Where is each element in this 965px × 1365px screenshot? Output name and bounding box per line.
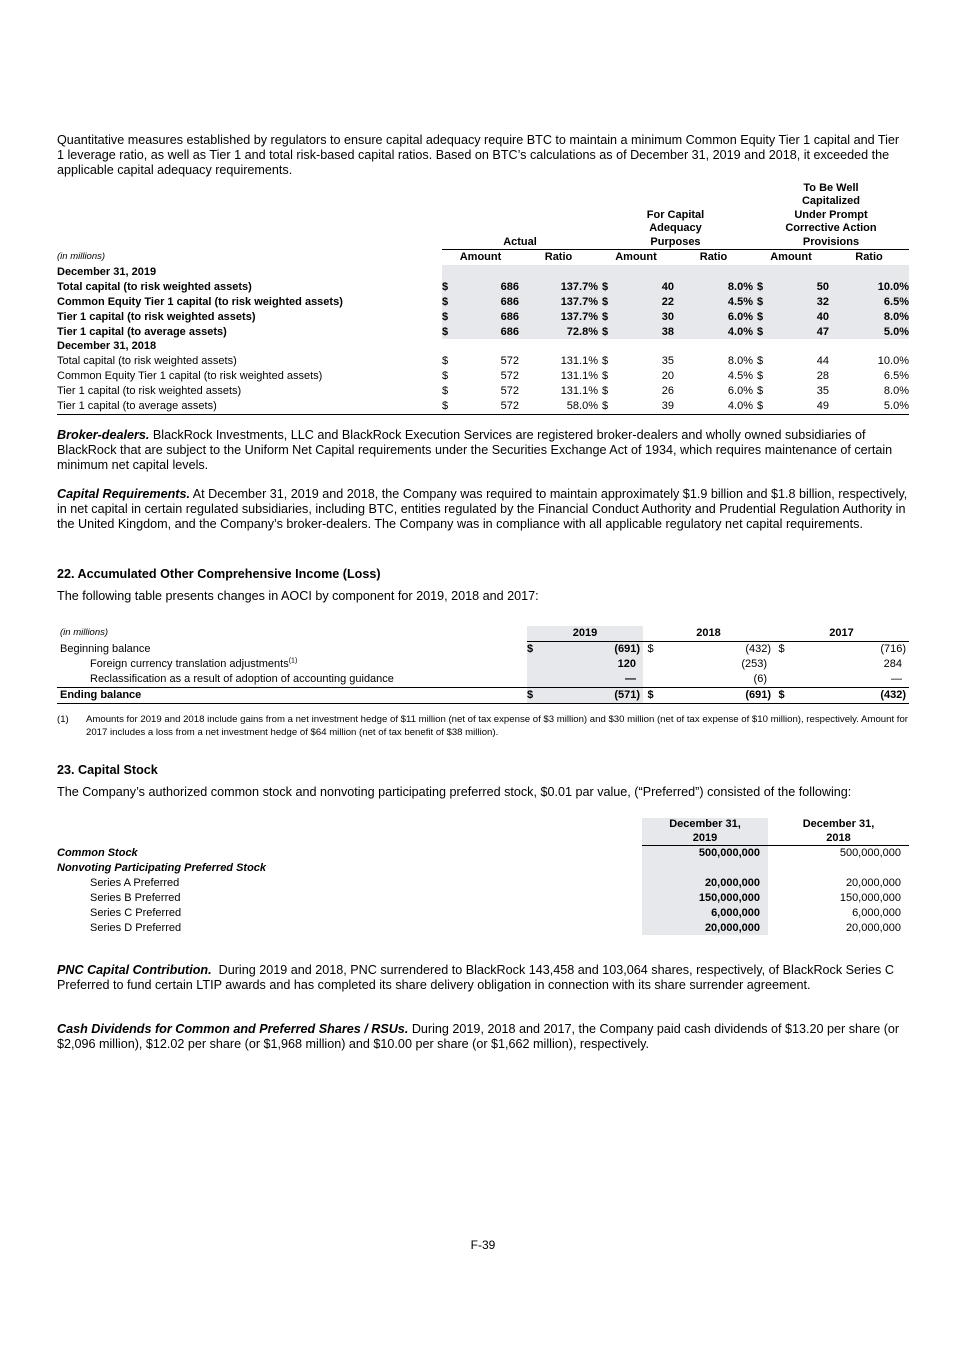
table-row: Common Stock 500,000,000 500,000,000 [57, 846, 901, 859]
broker-dealers-paragraph: Broker-dealers. BlackRock Investments, LLC and BlackRock Execution Services are registered broker-dealers and wholly owned subsidiaries of BlackRock that are subject to the Uniform Net Capital requirements under the Securities Exchange Act of 1934, which requires maintenance of certain minimum net capital levels. [57, 428, 893, 473]
table-row: Series C Preferred 6,000,000 6,000,000 [90, 906, 901, 919]
footnote: (1) Amounts for 2019 and 2018 include gains from a net investment hedge of $11 million (net of tax expense of $3 million) and $30 million (net of tax expense of $10 million), respectively. Amount for 2017 includes a loss from a net investment hedge of $64 million (net of tax benefit of $38 million). [57, 714, 908, 738]
table-row: Common Equity Tier 1 capital (to risk weighted assets) $ 572 131.1% $ 20 4.5% $ 28 6.5% [57, 370, 909, 383]
table-row: Total capital (to risk weighted assets) $ 686 137.7% $ 40 8.0% $ 50 10.0% [57, 280, 909, 293]
table-row: Tier 1 capital (to risk weighted assets) $ 686 137.7% $ 30 6.0% $ 40 8.0% [57, 310, 909, 323]
col-header-2018: December 31, 2018 [768, 818, 909, 846]
group-header-actual: Actual [503, 235, 537, 248]
table-row: Tier 1 capital (to risk weighted assets) $ 572 131.1% $ 26 6.0% $ 35 8.0% [57, 385, 909, 398]
group-header-well-capitalized: To Be Well Capitalized Under Prompt Corrective Action Provisions [785, 182, 877, 248]
capital-stock-table [57, 818, 909, 935]
col-header-ratio: Ratio [829, 250, 909, 265]
col-header-amount: Amount [442, 250, 519, 265]
pnc-capital-paragraph: PNC Capital Contribution. During 2019 and 2018, PNC surrendered to BlackRock 143,458 and 103,064 shares, respectively, of BlackRock Series C Preferred to fund certain LTIP awards and has completed its share delivery obligation in connection with its share surrender agreement. [57, 963, 898, 993]
section-22-title: 22. Accumulated Other Comprehensive Income (Loss) [57, 567, 381, 581]
year-label: December 31, 2019 [57, 265, 157, 278]
col-header-ratio: Ratio [674, 250, 753, 265]
col-header-amount: Amount [753, 250, 829, 265]
intro-paragraph: Quantitative measures established by regulators to ensure capital adequacy require BTC to maintain a minimum Common Equity Tier 1 capital and Tier 1 leverage ratio, as well as Tier 1 and total risk-based capital ratios. Based on BTC’s calculations as of December 31, 2019 and 2018, it exceeded the applicable capital adequacy requirements. [57, 133, 900, 178]
units-label: (in millions) [57, 250, 106, 262]
col-header-2019: December 31, 2019 [642, 818, 768, 846]
cash-dividends-paragraph: Cash Dividends for Common and Preferred Shares / RSUs. During 2019, 2018 and 2017, the Company paid cash dividends of $13.20 per share (or $2,096 million), $12.02 per share (or $1,968 million) and $10.00 per share (or $1,662 million), respectively. [57, 1022, 900, 1052]
capital-adequacy-table [57, 182, 909, 415]
section-23-intro: The Company’s authorized common stock and nonvoting participating preferred stock, $0.01 par value, (“Preferred”) consisted of the following: [57, 785, 852, 799]
col-header-2017: 2017 [774, 626, 909, 641]
aoci-table [57, 626, 909, 704]
table-row: Series D Preferred 20,000,000 20,000,000 [90, 921, 901, 934]
section-23-title: 23. Capital Stock [57, 763, 158, 777]
table-row: Common Equity Tier 1 capital (to risk weighted assets) $ 686 137.7% $ 22 4.5% $ 32 6.5% [57, 295, 909, 308]
capital-requirements-paragraph: Capital Requirements. At December 31, 2019 and 2018, the Company was required to maintain approximately $1.9 billion and $1.8 billion, respectively, in net capital in certain regulated subsidiaries, including BTC, entities regulated by the Financial Conduct Authority and Prudential Regulation Authority in the United Kingdom, and the Company’s broker-dealers. The Company was in compliance with all applicable regulatory net capital requirements. [57, 487, 908, 532]
col-header-2019: 2019 [527, 626, 643, 641]
table-row-total: Ending balance $ (571) $ (691) $ (432) [57, 687, 909, 703]
table-row: Series A Preferred 20,000,000 20,000,000 [90, 876, 901, 889]
group-header-adequacy: For Capital Adequacy Purposes [646, 208, 705, 248]
section-22-intro: The following table presents changes in AOCI by component for 2019, 2018 and 2017: [57, 589, 539, 603]
table-row: Reclassification as a result of adoption of accounting guidance — (6) — [57, 672, 909, 687]
table-row: Foreign currency translation adjustments$^{(1)}$ 120 (253) 284 [90, 657, 902, 670]
col-header-ratio: Ratio [519, 250, 598, 265]
table-row: Beginning balance $ (691) $ (432) $ (716) [60, 642, 906, 655]
year-label: December 31, 2018 [57, 340, 157, 353]
page-number: F-39 [470, 1238, 496, 1252]
table-row: Tier 1 capital (to average assets) $ 686 72.8% $ 38 4.0% $ 47 5.0% [57, 325, 909, 338]
units-label: (in millions) [60, 627, 109, 639]
table-row: Total capital (to risk weighted assets) $ 572 131.1% $ 35 8.0% $ 44 10.0% [57, 355, 909, 368]
table-row: Series B Preferred 150,000,000 150,000,000 [90, 891, 901, 904]
col-header-2018: 2018 [643, 626, 774, 641]
table-row: Tier 1 capital (to average assets) $ 572 58.0% $ 39 4.0% $ 49 5.0% [57, 399, 909, 414]
col-header-amount: Amount [598, 250, 674, 265]
table-row: Nonvoting Participating Preferred Stock [57, 861, 909, 876]
